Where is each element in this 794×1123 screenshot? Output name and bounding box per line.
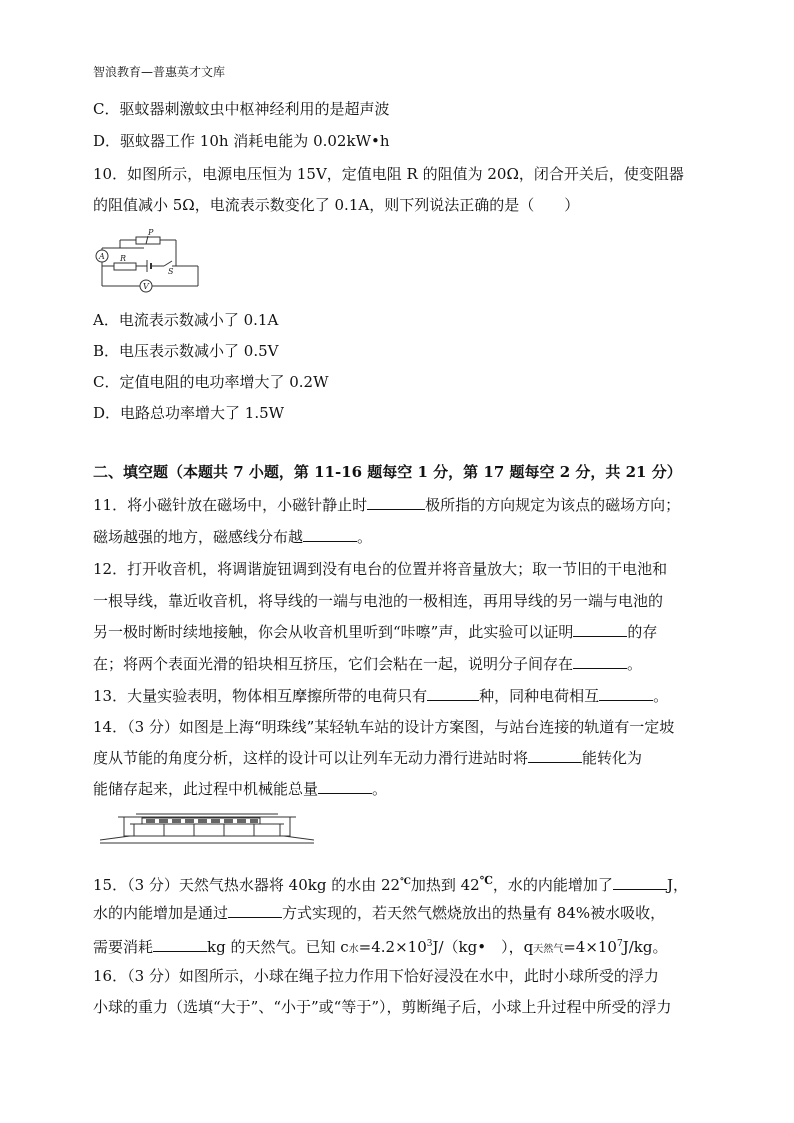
q12-line-4: 在；将两个表面光滑的铅块相互挤压，它们会粘在一起，说明分子间存在 。 (93, 655, 643, 673)
circuit-diagram (92, 226, 204, 298)
answer-blank (573, 622, 627, 637)
answer-blank (228, 903, 282, 918)
station-diagram (100, 810, 314, 848)
section-2-title: 二、填空题（本题共 7 小题，第 11-16 题每空 1 分，第 17 题每空 2 分，共 21 分） (93, 463, 682, 481)
answer-blank (613, 875, 667, 890)
voltmeter-label: V (143, 282, 149, 291)
q10-option-b: B．电压表示数减小了 0.5V (93, 342, 279, 360)
q10-option-d: D．电路总功率增大了 1.5W (93, 404, 285, 422)
q12-line-2: 一根导线，靠近收音机，将导线的一端与电池的一极相连，再用导线的另一端与电池的 (93, 592, 664, 610)
answer-blank (427, 686, 479, 701)
q10-stem-line-1: 10．如图所示，电源电压恒为 15V，定值电阻 R 的阻值为 20Ω，闭合开关后，使变阻器 (93, 165, 684, 183)
q10-option-a: A．电流表示数减小了 0.1A (93, 311, 279, 329)
q14-line-3: 能储存起来，此过程中机械能总量 。 (93, 780, 388, 798)
answer-blank (153, 937, 207, 952)
q15-line-1: 15．（3 分）天然气热水器将 40kg 的水由 22℃加热到 42℃，水的内能增加了 J， (93, 874, 688, 894)
rheostat-label: P (148, 228, 154, 237)
q12-line-3: 另一极时断时续地接触，你会从收音机里听到“咔嚓”声，此实验可以证明 的存 (93, 623, 658, 641)
q13-line: 13．大量实验表明，物体相互摩擦所带的电荷只有 种，同种电荷相互 。 (93, 687, 669, 705)
q14-line-1: 14．（3 分）如图是上海“明珠线”某轻轨车站的设计方案图，与站台连接的轨道有一定坡 (93, 718, 675, 736)
page-header: 智浪教育—普惠英才文库 (93, 65, 226, 79)
answer-blank (367, 495, 425, 510)
answer-blank (573, 654, 627, 669)
q9-option-d: D．驱蚊器工作 10h 消耗电能为 0.02kW•h (93, 132, 390, 150)
switch-label: S (168, 267, 174, 276)
answer-blank (599, 686, 653, 701)
q16-line-2: 小球的重力（选填“大于”、“小于”或“等于”），剪断绳子后，小球上升过程中所受的浮力 (93, 998, 672, 1016)
answer-blank (318, 779, 372, 794)
q9-option-c: C．驱蚊器刺激蚊虫中枢神经利用的是超声波 (93, 100, 390, 118)
resistor-label: R (120, 254, 127, 263)
q14-line-2: 度从节能的角度分析，这样的设计可以让列车无动力滑行进站时将 能转化为 (93, 749, 643, 767)
q11-line-2: 磁场越强的地方，磁感线分布越 。 (93, 528, 373, 546)
answer-blank (303, 527, 357, 542)
q12-line-1: 12．打开收音机，将调谐旋钮调到没有电台的位置并将音量放大；取一节旧的干电池和 (93, 560, 668, 578)
answer-blank (528, 748, 582, 763)
ammeter-label: A (99, 252, 105, 261)
q15-line-2: 水的内能增加是通过 方式实现的，若天然气燃烧放出的热量有 84%被水吸收， (93, 904, 666, 922)
q11-line-1: 11．将小磁针放在磁场中，小磁针静止时 极所指的方向规定为该点的磁场方向； (93, 496, 681, 514)
q16-line-1: 16．（3 分）如图所示，小球在绳子拉力作用下恰好浸没在水中，此时小球所受的浮力 (93, 967, 659, 985)
q10-stem-line-2: 的阻值减小 5Ω，电流表示数变化了 0.1A，则下列说法正确的是（ ） (93, 196, 580, 214)
q10-option-c: C．定值电阻的电功率增大了 0.2W (93, 373, 329, 391)
q15-line-3: 需要消耗 kg 的天然气。已知 c水$=4.2\times 10^3J/(kg•$ ），q天然气$=4\times 10^7J/kg$。 (93, 938, 668, 956)
